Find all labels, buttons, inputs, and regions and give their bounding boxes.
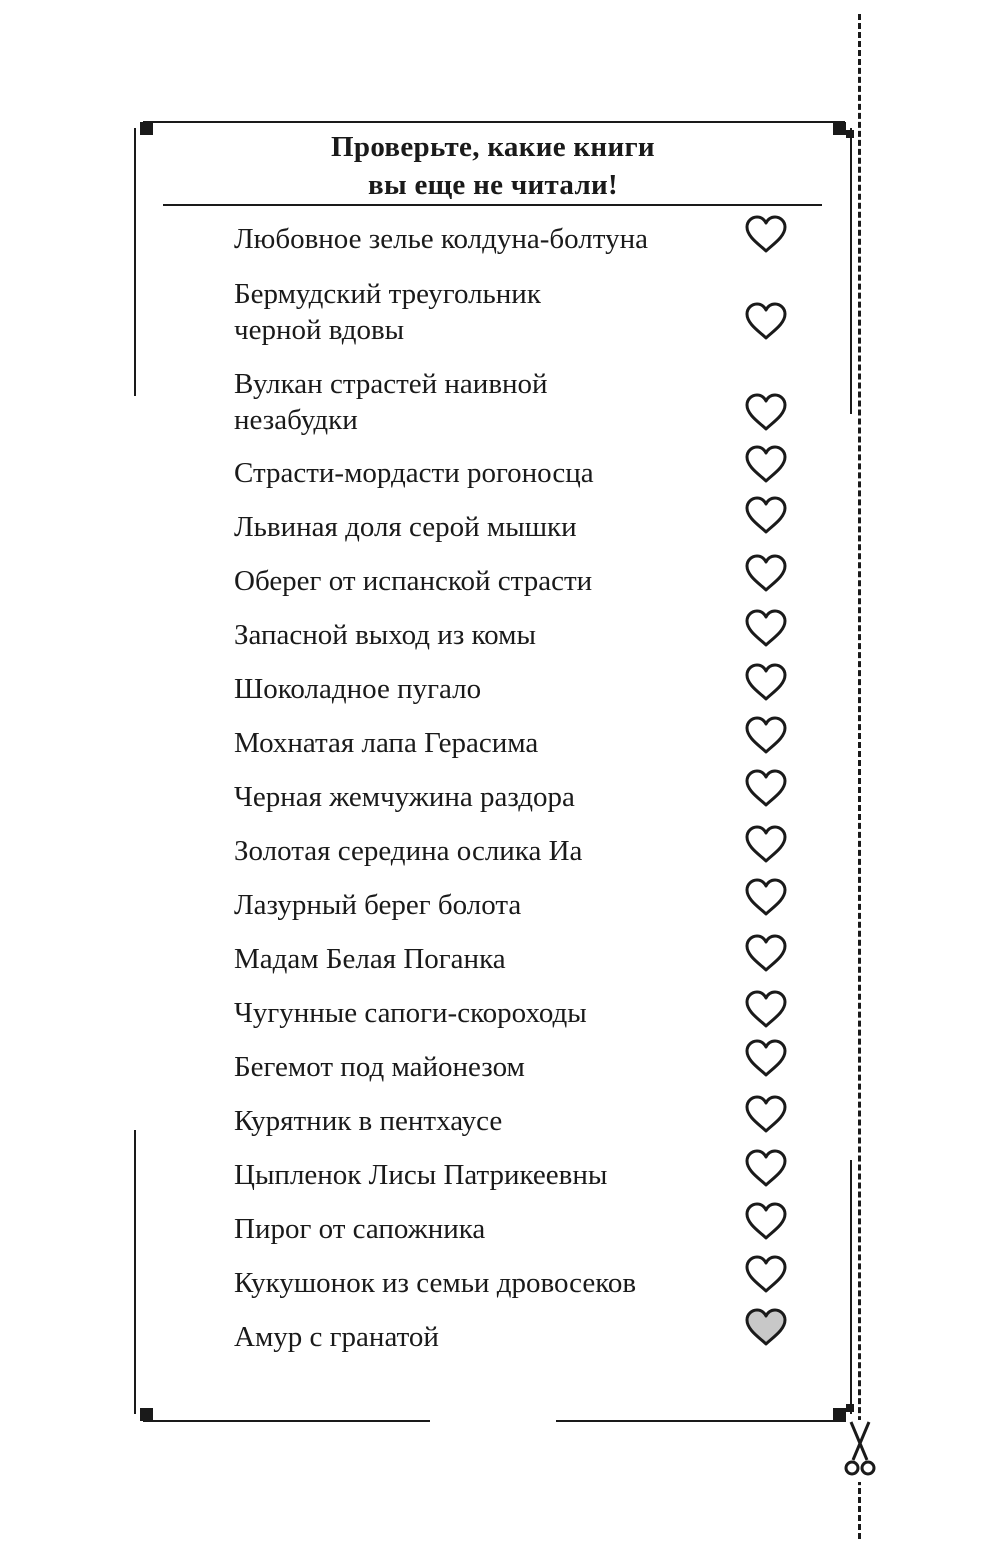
title-line-1: Проверьте, какие книги: [331, 131, 655, 163]
frame-right-bottom-line: [850, 1160, 852, 1414]
book-title: Мохнатая лапа Герасима: [234, 727, 539, 759]
book-title: Любовное зелье колдуна-болтуна: [234, 223, 648, 255]
heart-icon[interactable]: [744, 989, 788, 1029]
frame-bottom-line-left: [143, 1420, 430, 1422]
heart-icon[interactable]: [744, 824, 788, 864]
frame-corner-top-right-outer: [846, 130, 854, 138]
heart-icon[interactable]: [744, 877, 788, 917]
book-title: Золотая середина ослика Иа: [234, 835, 583, 867]
frame-left-bottom-line: [134, 1130, 136, 1414]
title-line-2: вы еще не читали!: [367, 169, 618, 201]
heart-icon[interactable]: [744, 715, 788, 755]
heart-icon[interactable]: [744, 553, 788, 593]
book-title: Амур с гранатой: [234, 1321, 439, 1353]
book-title: Черная жемчужина раздора: [234, 781, 575, 813]
heart-icon[interactable]: [744, 214, 788, 254]
book-title: Курятник в пентхаусе: [234, 1105, 503, 1137]
book-title: Шоколадное пугало: [234, 673, 482, 705]
heart-icon[interactable]: [744, 1201, 788, 1241]
title-divider: [163, 204, 822, 206]
book-title: Львиная доля серой мышки: [234, 511, 577, 543]
frame-left-top-line: [134, 128, 136, 396]
frame-corner-top-right: [833, 122, 846, 135]
book-title: Цыпленок Лисы Патрикеевны: [234, 1159, 608, 1191]
book-title-line-1: Бермудский треугольник: [234, 278, 541, 310]
heart-icon[interactable]: [744, 1307, 788, 1347]
book-title: Страсти-мордасти рогоносца: [234, 457, 594, 489]
frame-corner-bottom-left: [140, 1408, 153, 1421]
book-title-line-2: незабудки: [234, 404, 358, 436]
frame-corner-top-left: [140, 122, 153, 135]
frame-bottom-line-right: [556, 1420, 846, 1422]
book-title-line-2: черной вдовы: [234, 314, 405, 346]
heart-icon[interactable]: [744, 662, 788, 702]
book-title: [234, 366, 548, 438]
book-title-line-1: Вулкан страстей наивной: [234, 368, 548, 400]
book-title: Бегемот под майонезом: [234, 1051, 525, 1083]
book-title: Запасной выход из комы: [234, 619, 536, 651]
heart-icon[interactable]: [744, 933, 788, 973]
heart-icon[interactable]: [744, 1148, 788, 1188]
heart-icon[interactable]: [744, 768, 788, 808]
heart-icon[interactable]: [744, 608, 788, 648]
page-title: [166, 128, 820, 204]
book-title: Лазурный берег болота: [234, 889, 522, 921]
book-title: Оберег от испанской страсти: [234, 565, 593, 597]
heart-icon[interactable]: [744, 495, 788, 535]
heart-icon[interactable]: [744, 1094, 788, 1134]
heart-icon[interactable]: [744, 301, 788, 341]
heart-icon[interactable]: [744, 444, 788, 484]
book-title: Чугунные сапоги-скороходы: [234, 997, 587, 1029]
book-title: Мадам Белая Поганка: [234, 943, 506, 975]
heart-icon[interactable]: [744, 392, 788, 432]
frame-corner-bottom-right: [833, 1408, 846, 1421]
frame-corner-bottom-right-outer: [846, 1404, 854, 1412]
heart-icon[interactable]: [744, 1038, 788, 1078]
book-title: Пирог от сапожника: [234, 1213, 486, 1245]
book-title: Кукушонок из семьи дровосеков: [234, 1267, 637, 1299]
heart-icon[interactable]: [744, 1254, 788, 1294]
book-title: [234, 276, 541, 348]
scissors-icon: [843, 1420, 877, 1482]
frame-right-top-line: [850, 128, 852, 414]
frame-top-line: [143, 121, 845, 123]
cut-line: [858, 14, 861, 1539]
